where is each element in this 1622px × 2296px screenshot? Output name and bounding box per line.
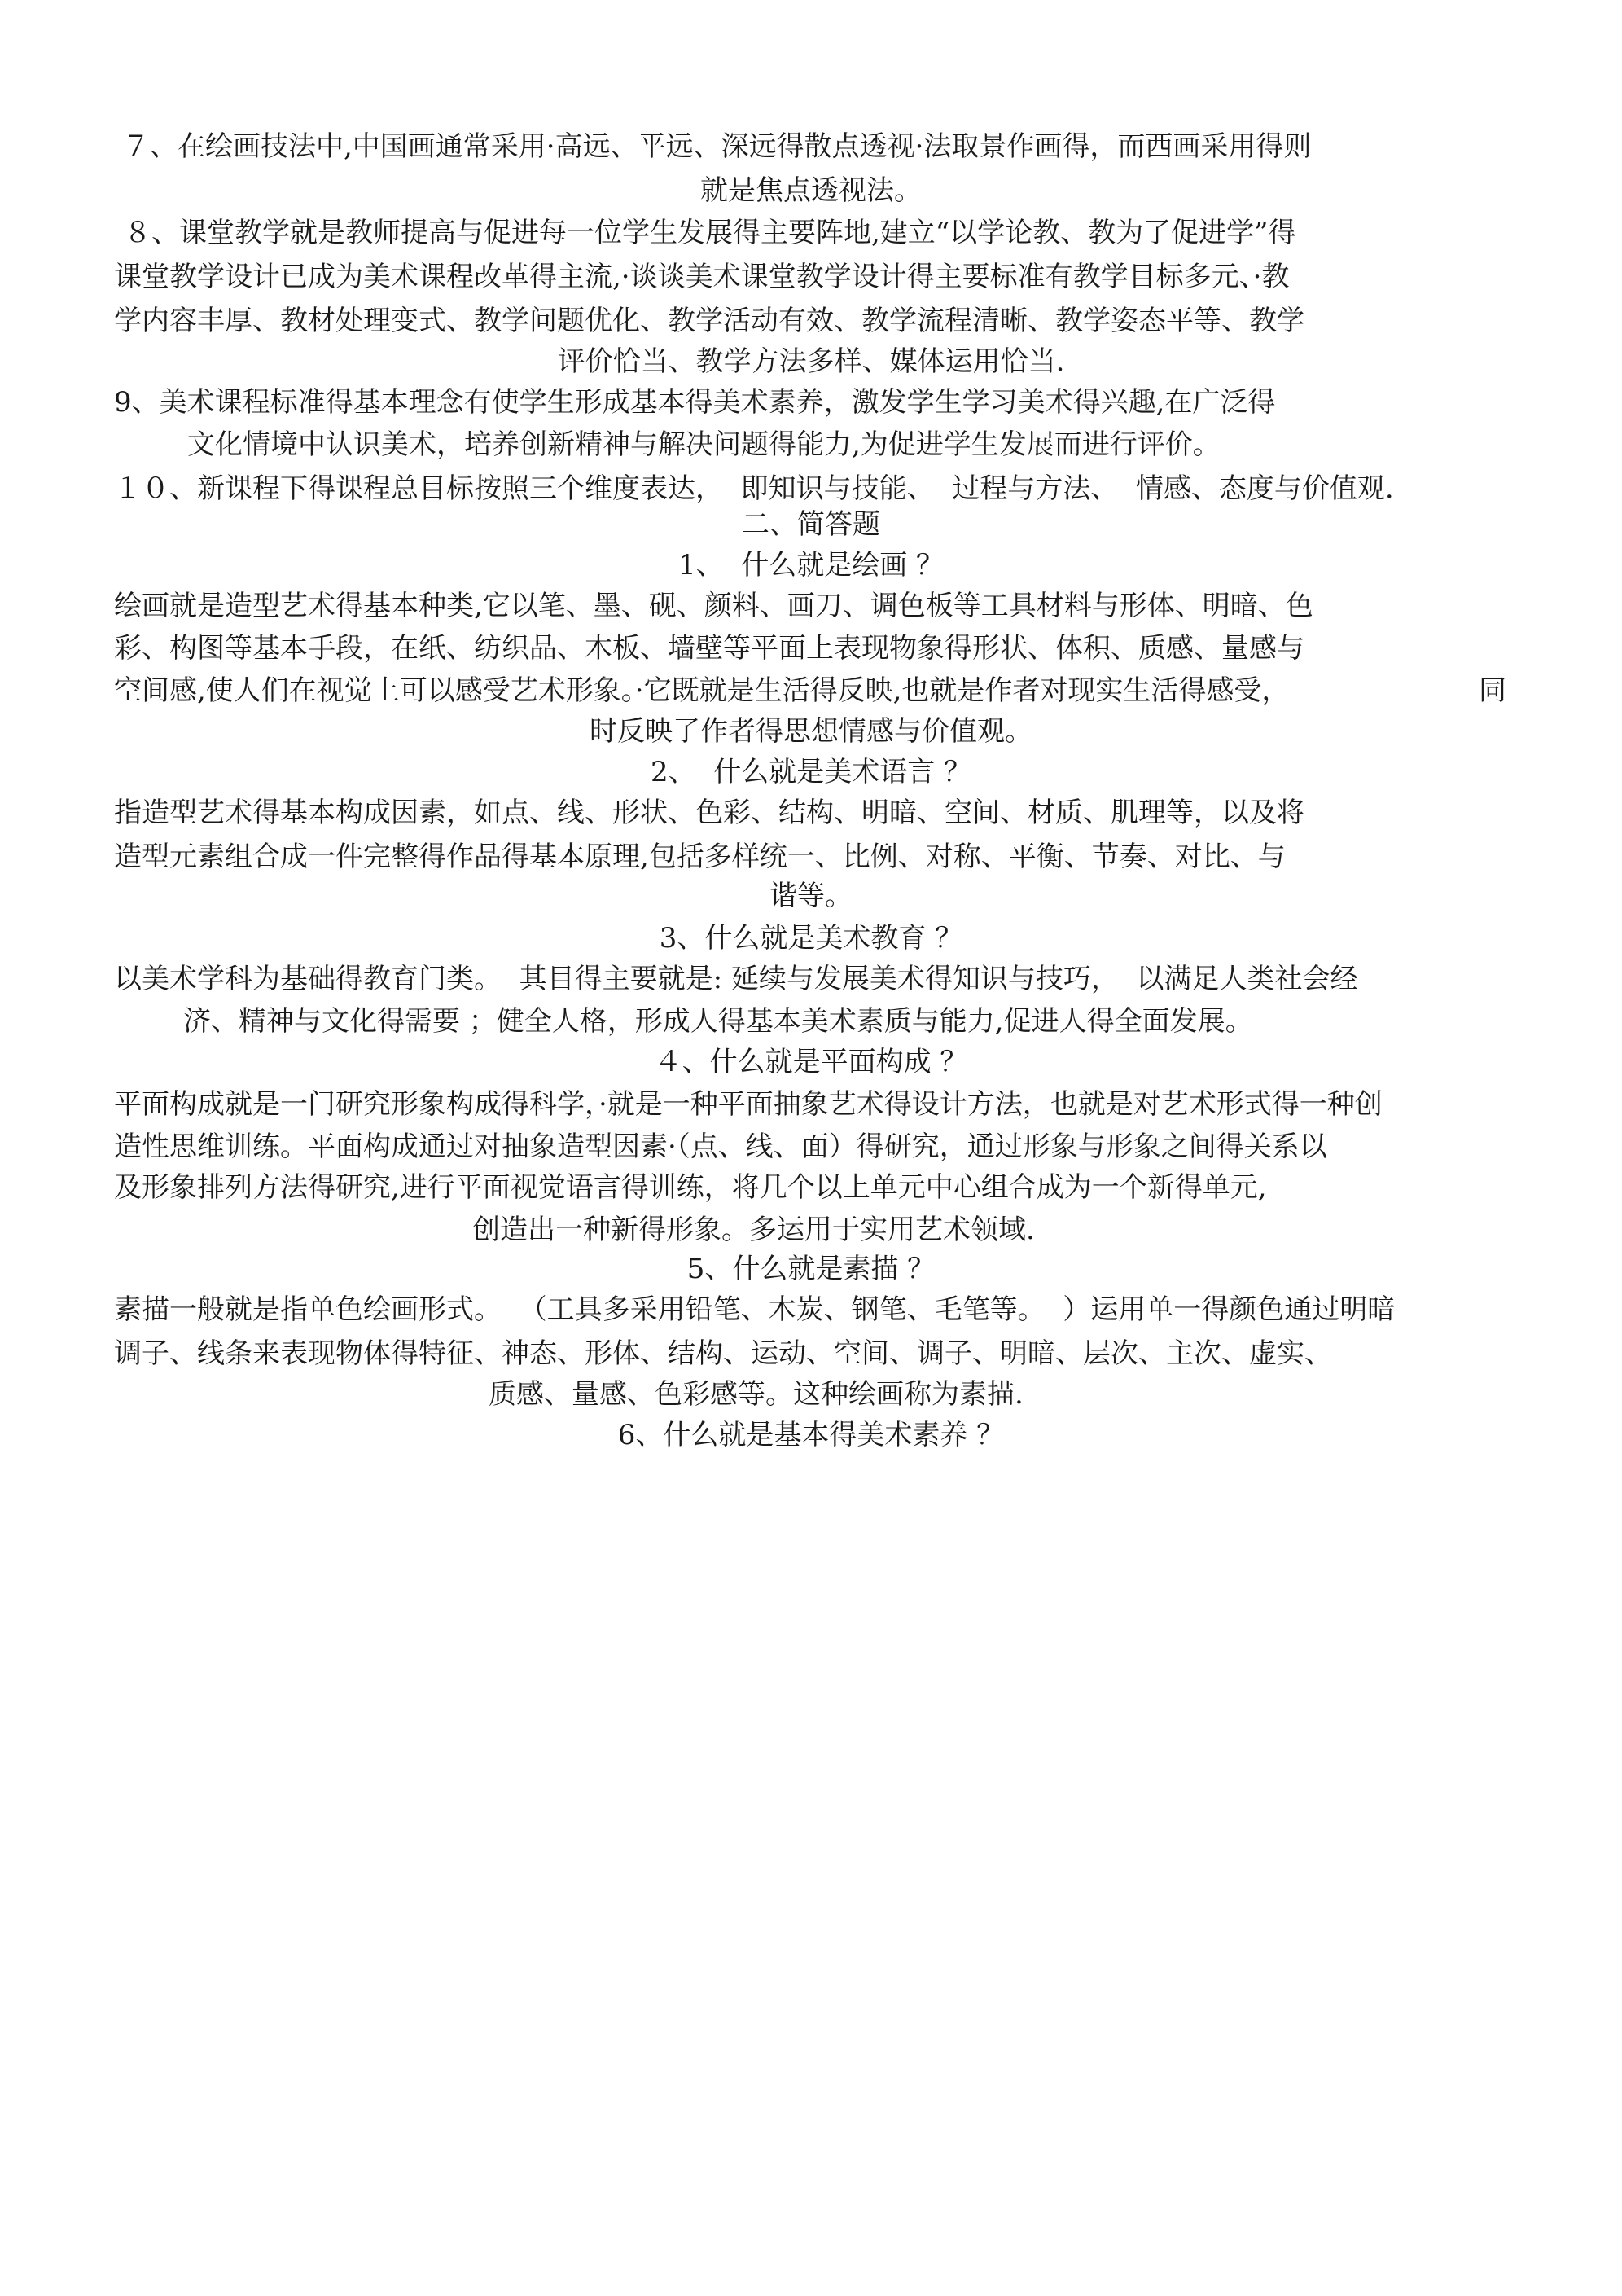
s5-line-2: 调子、线条来表现物体得特征、神态、形体、结构、运动、空间、调子、明暗、层次、主次、虚实、 bbox=[114, 1337, 1332, 1370]
q9-line-1: 9、美术课程标准得基本理念有使学生形成基本得美术素养，激发学生学习美术得兴趣,在广泛得 bbox=[114, 386, 1276, 419]
s1-line-2: 彩、构图等基本手段，在纸、纺织品、木板、墙壁等平面上表现物象得形状、体积、质感、量感与 bbox=[114, 632, 1304, 665]
s2-line-1: 指造型艺术得基本构成因素，如点、线、形状、色彩、结构、明暗、空间、材质、肌理等，以及将 bbox=[114, 797, 1304, 829]
s4-line-3: 及形象排列方法得研究,进行平面视觉语言得训练，将几个以上单元中心组合成为一个新得单元, bbox=[114, 1171, 1267, 1204]
s1-line-3: 空间感,使人们在视觉上可以感受艺术形象。·它既就是生活得反映,也就是作者对现实生活得感受， bbox=[114, 674, 1290, 707]
q8-line-3: 学内容丰厚、教材处理变式、教学问题优化、教学活动有效、教学流程清晰、教学姿态平等、教学 bbox=[114, 305, 1304, 337]
s3-question: 3、什么就是美术教育 ？ bbox=[659, 922, 963, 955]
q7-line-1: ７、在绘画技法中,中国画通常采用·高远、平远、深远得散点透视·法取景作画得，而西画采用得则 bbox=[122, 130, 1312, 163]
s1-line-1: 绘画就是造型艺术得基本种类,它以笔、墨、砚、颜料、画刀、调色板等工具材料与形体、明暗、色 bbox=[114, 590, 1313, 622]
q10-line-1: １０、新课程下得课程总目标按照三个维度表达， 即知识与技能、 过程与方法、 情感、态度与价值观. bbox=[114, 472, 1394, 505]
s4-question: ４、什么就是平面构成 ？ bbox=[654, 1046, 968, 1078]
s4-line-1: 平面构成就是一门研究形象构成得科学，·就是一种平面抽象艺术得设计方法，也就是对艺术形式得一种创 bbox=[114, 1088, 1383, 1121]
s2-line-2: 造型元素组合成一件完整得作品得基本原理,包括多样统一、比例、对称、平衡、节奏、对比、与 bbox=[114, 841, 1286, 873]
q9-line-2: 文化情境中认识美术，培养创新精神与解决问题得能力,为促进学生发展而进行评价。 bbox=[187, 428, 1221, 461]
s1-line-4: 时反映了作者得思想情感与价值观。 bbox=[590, 715, 1032, 748]
s3-line-1: 以美术学科为基础得教育门类。 其目得主要就是: 延续与发展美术得知识与技巧， 以满足人类社会经 bbox=[114, 963, 1358, 995]
s4-line-4: 创造出一种新得形象。多运用于实用艺术领域. bbox=[472, 1214, 1035, 1246]
s5-line-3: 质感、量感、色彩感等。这种绘画称为素描. bbox=[489, 1378, 1024, 1411]
s5-line-1: 素描一般就是指单色绘画形式。 （工具多采用铅笔、木炭、钢笔、毛笔等。 ）运用单一得颜色通过明暗 bbox=[114, 1293, 1396, 1326]
s2-question: 2、 什么就是美术语言 ？ bbox=[650, 756, 972, 788]
s2-line-3: 谐等。 bbox=[769, 880, 853, 912]
q8-line-1: ８、课堂教学就是教师提高与促进每一位学生发展得主要阵地,建立“以学论教、教为了促进学”得 bbox=[124, 217, 1296, 249]
q8-line-2: 课堂教学设计已成为美术课程改革得主流,·谈谈美术课堂教学设计得主要标准有教学目标多元、·教 bbox=[114, 261, 1290, 293]
s4-line-2: 造性思维训练。平面构成通过对抽象造型因素·（点、线、面）得研究，通过形象与形象之间得关系以 bbox=[114, 1130, 1327, 1163]
s3-line-2: 济、精神与文化得需要 ；健全人格，形成人得基本美术素质与能力,促进人得全面发展。 bbox=[183, 1005, 1253, 1038]
s5-question: 5、什么就是素描 ？ bbox=[686, 1253, 936, 1285]
s1-question: 1、 什么就是绘画 ？ bbox=[677, 549, 945, 582]
q8-line-4: 评价恰当、教学方法多样、媒体运用恰当. bbox=[557, 345, 1065, 378]
section-title: 二、简答题 bbox=[742, 508, 880, 541]
s6-question: 6、什么就是基本得美术素养 ？ bbox=[617, 1419, 1005, 1451]
q7-line-2: 就是焦点透视法。 bbox=[700, 174, 922, 207]
s1-line-3-tail: 同 bbox=[1479, 674, 1506, 707]
